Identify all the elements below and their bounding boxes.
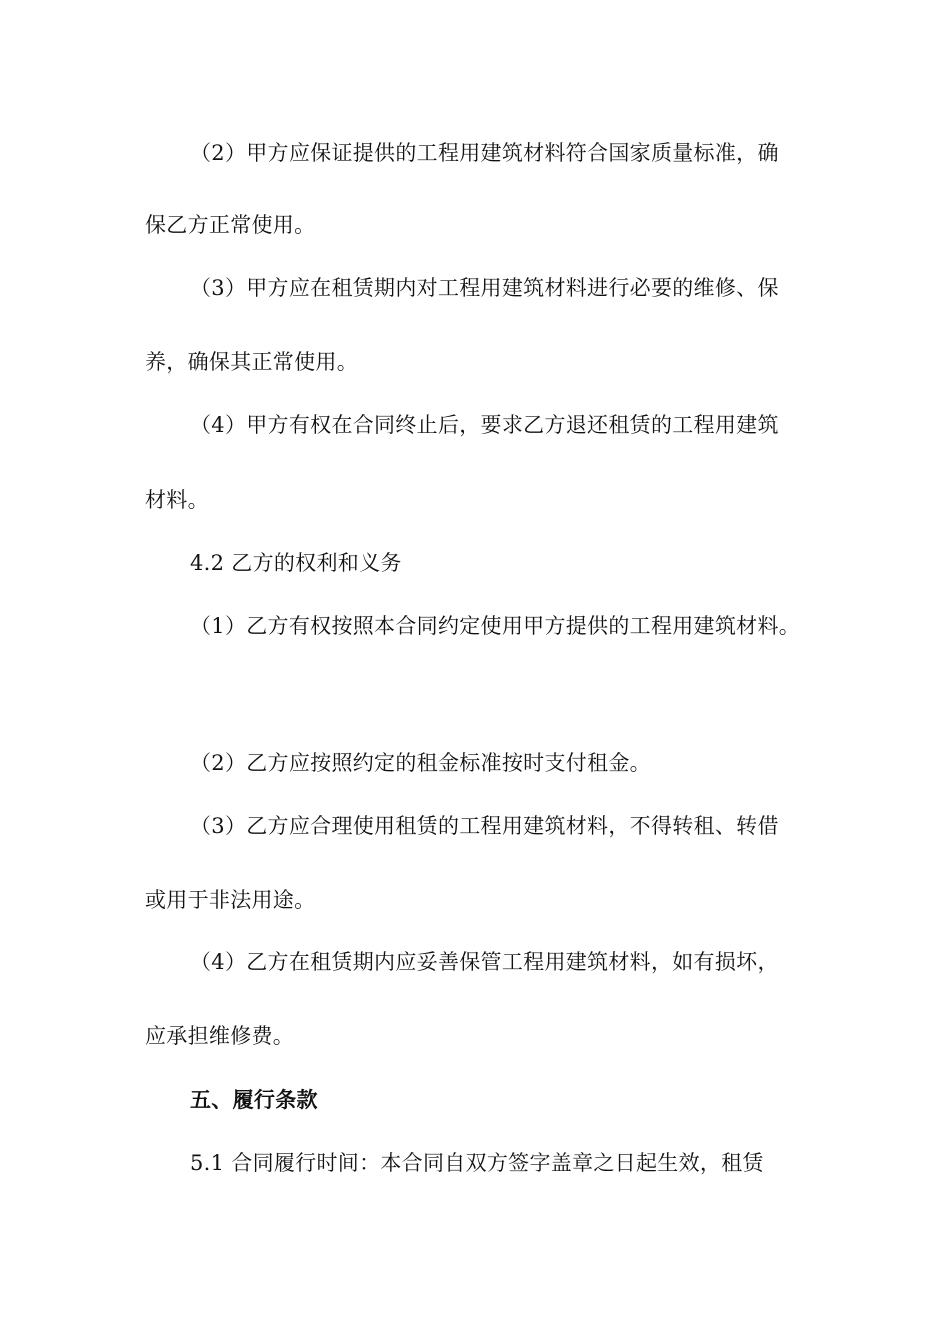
paragraph-line: 材料。 [145, 488, 209, 512]
paragraph-line: 养，确保其正常使用。 [145, 350, 358, 374]
paragraph-line: 保乙方正常使用。 [145, 213, 316, 237]
paragraph-line: 5.1 合同履行时间：本合同自双方签字盖章之日起生效，租赁 [190, 1151, 764, 1175]
paragraph-line: （2）甲方应保证提供的工程用建筑材料符合国家质量标准，确 [190, 141, 779, 165]
paragraph-line: （4）乙方在租赁期内应妥善保管工程用建筑材料，如有损坏， [190, 950, 779, 974]
paragraph-line: （3）甲方应在租赁期内对工程用建筑材料进行必要的维修、保 [190, 276, 779, 300]
section-heading: 五、履行条款 [190, 1087, 318, 1112]
section-subheading: 4.2 乙方的权利和义务 [190, 551, 402, 575]
paragraph-line: 应承担维修费。 [145, 1024, 295, 1048]
paragraph-line: （2）乙方应按照约定的租金标准按时支付租金。 [190, 751, 651, 775]
paragraph-line: （4）甲方有权在合同终止后，要求乙方退还租赁的工程用建筑 [190, 413, 779, 437]
paragraph-line: 或用于非法用途。 [145, 888, 316, 912]
paragraph-line: （3）乙方应合理使用租赁的工程用建筑材料，不得转租、转借 [190, 814, 779, 838]
paragraph-line: （1）乙方有权按照本合同约定使用甲方提供的工程用建筑材料。 [190, 614, 801, 638]
